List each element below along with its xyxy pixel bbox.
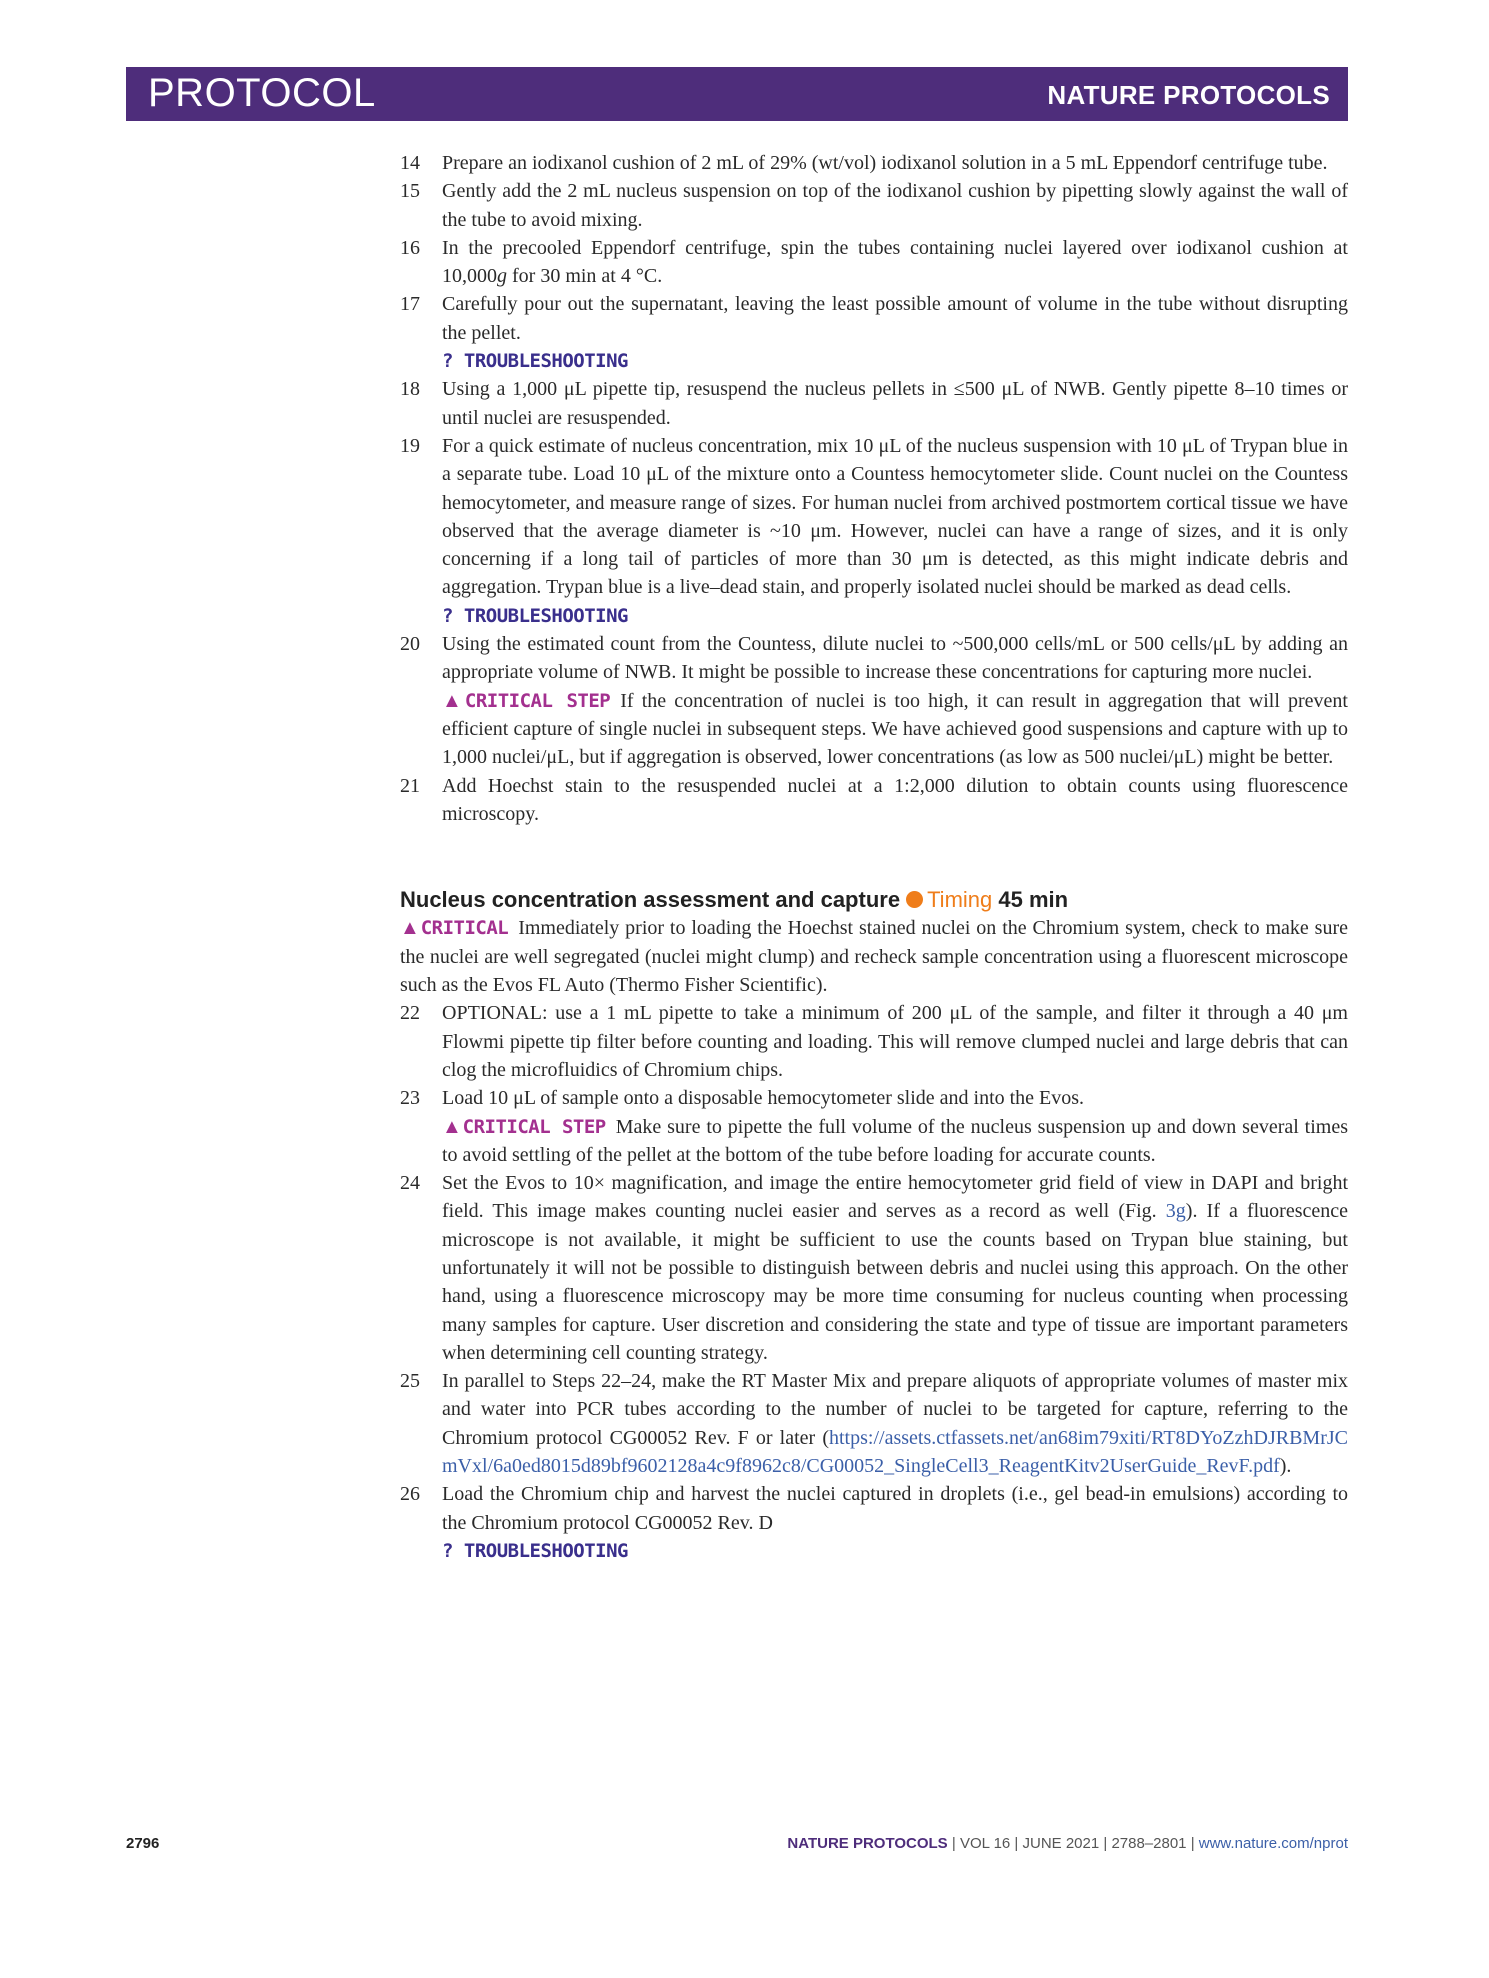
step-21 [400,772,1348,829]
critical-step-note [442,1113,1348,1170]
step-25 [400,1367,1348,1480]
step-number: 22 [400,1002,420,1025]
step-text: In the precooled Eppendorf centrifuge, spin the tubes containing nuclei layered over iodixanol cushion at 10,000 [442,236,1348,288]
step-16 [400,234,1348,291]
step-18 [400,375,1348,432]
step-22 [400,999,1348,1084]
critical-label: CRITICAL [420,917,509,940]
step-number: 26 [400,1483,420,1506]
figure-link[interactable]: 3g [1165,1200,1186,1223]
critical-step-note [442,687,1348,772]
step-text: Load 10 μL of sample onto a disposable hemocytometer slide and into the Evos. [442,1087,1085,1110]
step-text: In parallel to Steps 22–24, make the RT Master Mix and prepare aliquots of appropriate volumes of master mix and water into PCR tubes according to the number of nuclei to be targeted for capture, referring to the Chromium protocol CG00052 Rev. F or later ( [442,1370,1348,1449]
step-number: 18 [400,378,420,401]
step-19 [400,432,1348,630]
step-text: Carefully pour out the supernatant, leaving the least possible amount of volume in the tube without disrupting the pellet. [442,293,1348,344]
warning-triangle-icon: ▲ [442,689,465,712]
critical-step-text: Make sure to pipette the full volume of the nucleus suspension up and down several times to avoid settling of the pellet at the bottom of the tube before loading for accurate counts. [442,1115,1348,1166]
step-number: 15 [400,180,420,203]
step-text: Using a 1,000 μL pipette tip, resuspend the nucleus pellets in ≤500 μL of NWB. Gently pipette 8–10 times or until nuclei are resuspended. [442,378,1348,429]
step-text: Load the Chromium chip and harvest the nuclei captured in droplets (i.e., gel bead-in emulsions) according to the Chromium protocol CG00052 Rev. D [442,1483,1348,1534]
step-text: for 30 min at 4 °C. [507,265,663,288]
step-text: For a quick estimate of nucleus concentration, mix 10 μL of the nucleus suspension with 10 μL of Trypan blue in a separate tube. Load 10 μL of the mixture onto a Countess hemocytometer slide. Count nuclei on the Countess hemocytometer, and measure range of sizes. For human nuclei from archived postmortem cortical tissue we have observed that the average diameter is ~10 μm. However, nuclei can have a range of sizes, and it is only concerning if a long tail of particles of more than 30 μm is detected, as this might indicate debris and aggregation. Trypan blue is a live–dead stain, and properly isolated nuclei should be marked as dead cells. [442,434,1348,599]
footer-volume: VOL 16 [959,1835,1011,1852]
journal-name: NATURE PROTOCOLS [1047,80,1330,110]
step-14 [400,149,1348,177]
step-number: 20 [400,633,420,656]
critical-step-text: If the concentration of nuclei is too high, it can result in aggregation that will prevent efficient capture of single nuclei in subsequent steps. We have achieved good suspensions and capture with up to 1,000 nuclei/μL, but if aggregation is observed, lower concentrations (as low as 500 nuclei/μL) might be better. [442,689,1348,769]
critical-step-label: CRITICAL STEP [462,1115,606,1138]
troubleshooting-link[interactable]: ? TROUBLESHOOTING [442,604,628,627]
step-text: OPTIONAL: use a 1 mL pipette to take a minimum of 200 μL of the sample, and filter it through a 40 μm Flowmi pipette tip filter before counting and loading. This will remove clumped nuclei and large debris that can clog the microfluidics of Chromium chips. [442,1002,1348,1081]
step-26 [400,1480,1348,1565]
critical-step-label: CRITICAL STEP [464,689,611,712]
section-heading [400,886,1348,914]
step-number: 21 [400,774,420,797]
step-number: 25 [400,1370,420,1393]
footer-journal: NATURE PROTOCOLS [787,1835,948,1852]
critical-text: Immediately prior to loading the Hoechst stained nuclei on the Chromium system, check to make sure the nuclei are well segregated (nuclei might clump) and recheck sample concentration using a fluorescent microscope such as the Evos FL Auto (Thermo Fisher Scientific). [400,917,1348,997]
step-20 [400,630,1348,771]
footer-citation: NATURE PROTOCOLS | VOL 16 | JUNE 2021 | 2788–2801 | www.nature.com/nprot [787,1835,1348,1852]
step-number: 16 [400,236,420,259]
step-text: ). If a fluorescence microscope is not available, it might be sufficient to use the counts based on Trypan blue staining, but unfortunately it will not be possible to distinguish between debris and nuclei using this approach. On the other hand, using a fluorescence microscopy may be more time consuming for nucleus counting when processing many samples for capture. User discretion and considering the state and type of tissue are important parameters when determining cell counting strategy. [442,1200,1348,1364]
step-15 [400,177,1348,234]
page-header [126,67,1348,121]
step-text: ). [1279,1455,1292,1478]
section-critical-note [400,914,1348,999]
warning-triangle-icon: ▲ [442,1115,463,1138]
step-number: 24 [400,1172,420,1195]
step-23 [400,1084,1348,1169]
troubleshooting-link[interactable]: ? TROUBLESHOOTING [442,1539,628,1562]
timing-label: Timing [927,887,993,913]
section-type-label: PROTOCOL [148,71,376,115]
warning-triangle-icon: ▲ [400,917,421,940]
timing-value: 45 min [998,887,1069,913]
step-text: Prepare an iodixanol cushion of 2 mL of 29% (wt/vol) iodixanol solution in a 5 mL Eppendorf centrifuge tube. [442,152,1328,174]
step-number: 23 [400,1087,420,1110]
protocol-url-link[interactable]: https://assets.ctfassets.net/an68im79xiti/RT8DYoZzhDJRBMrJCmVxl/6a0ed8015d89bf9602128a4c9f8962c8/CG00052_SingleCell3_ReagentKitv2UserGuide_RevF.pdf [442,1426,1348,1478]
timing-dot-icon [906,891,923,908]
footer-date: JUNE 2021 [1022,1835,1100,1852]
step-number: 17 [400,293,420,316]
footer-pages: 2788–2801 [1111,1835,1187,1852]
step-text: Gently add the 2 mL nucleus suspension on top of the iodixanol cushion by pipetting slowly against the wall of the tube to avoid mixing. [442,180,1348,231]
troubleshooting-link[interactable]: ? TROUBLESHOOTING [442,350,628,373]
step-text-italic: g [497,265,507,288]
step-text: Using the estimated count from the Countess, dilute nuclei to ~500,000 cells/mL or 500 cells/μL by adding an appropriate volume of NWB. It might be possible to increase these concentrations for capturing more nuclei. [442,633,1348,684]
footer-url[interactable]: www.nature.com/nprot [1198,1835,1348,1852]
step-24 [400,1169,1348,1367]
page-number: 2796 [126,1835,160,1852]
step-text: Set the Evos to 10× magnification, and image the entire hemocytometer grid field of view in DAPI and bright field. This image makes counting nuclei easier and serves as a record as well (Fig. [442,1172,1348,1223]
step-17 [400,290,1348,375]
step-number: 14 [400,152,420,174]
step-text: Add Hoechst stain to the resuspended nuclei at a 1:2,000 dilution to obtain counts using fluorescence microscopy. [442,774,1348,825]
section-title: Nucleus concentration assessment and capture [400,887,901,913]
article-body [400,149,1348,1565]
step-number: 19 [400,434,420,457]
